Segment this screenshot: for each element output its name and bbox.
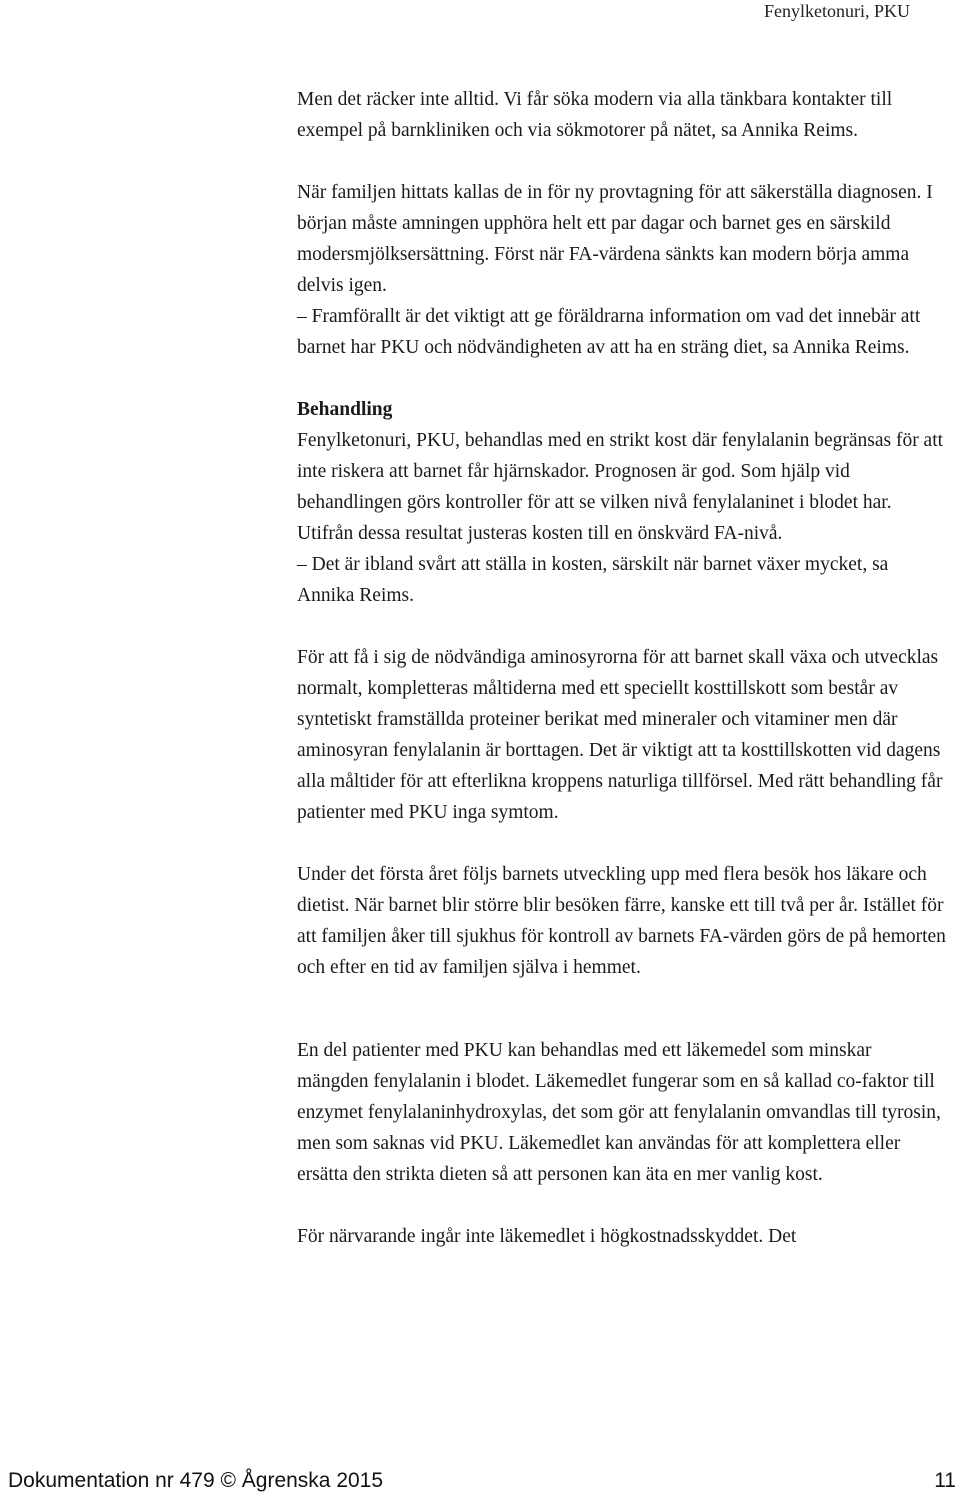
- paragraph-diet-difficulty-quote: – Det är ibland svårt att ställa in kosten, särskilt när barnet växer mycket, sa Annika Reims.: [297, 554, 889, 606]
- page-number: 11: [934, 1469, 956, 1492]
- paragraph-supplements: För att få i sig de nödvändiga aminosyrorna för att barnet skall växa och utvecklas normalt, kompletteras måltiderna med ett speciellt kosttillskott som består av syntetiskt framställda proteiner berikat med mineraler och vitaminer men där aminosyran fenylalanin är borttagen. Det är viktigt att ta kosttillskotten vid dagens alla måltider för att efterlikna kroppens naturliga tillförsel. Med rätt behandling får patienter med PKU inga symtom.: [297, 647, 943, 823]
- paragraph-treatment: Fenylketonuri, PKU, behandlas med en strikt kost där fenylalanin begränsas för att inte riskera att barnet får hjärnskador. Prognosen är god. Som hjälp vid behandlingen görs kontroller för att se vilken nivå fenylalaninet i blodet har. Utifrån dessa resultat justeras kosten till en önskvärd FA-nivå.: [297, 430, 944, 544]
- paragraph-first-year-followup: Under det första året följs barnets utveckling upp med flera besök hos läkare och dietist. När barnet blir större blir besöken färre, kanske ett till två per år. Istället för att familjen åker till sjukhus för kontroll av barnets FA-värden görs de på hemorten och efter en tid av familjen själva i hemmet.: [297, 864, 946, 978]
- footer-publication-info: Dokumentation nr 479 © Ågrenska 2015: [8, 1469, 384, 1492]
- paragraph-parent-information-quote: – Framförallt är det viktigt att ge föräldrarna information om vad det innebär att barnet har PKU och nödvändigheten av att ha en sträng diet, sa Annika Reims.: [297, 306, 921, 358]
- section-heading-behandling: Behandling: [297, 399, 393, 420]
- paragraph-new-sampling: När familjen hittats kallas de in för ny provtagning för att säkerställa diagnosen. I början måste amningen upphöra helt ett par dagar och barnet ges en särskild modersmjölksersättning. Först när FA-värdena sänkts kan modern börja amma delvis igen.: [297, 182, 933, 296]
- article-body: [297, 84, 947, 1252]
- paragraph-medication: En del patienter med PKU kan behandlas med ett läkemedel som minskar mängden fenylalanin i blodet. Läkemedlet fungerar som en så kallad co-faktor till enzymet fenylalaninhydroxylas, det som gör att fenylalanin omvandlas till tyrosin, men som saknas vid PKU. Läkemedlet kan användas för att komplettera eller ersätta den strikta dieten så att personen kan äta en mer vanlig kost.: [297, 1040, 941, 1185]
- paragraph-search-mother: Men det räcker inte alltid. Vi får söka modern via alla tänkbara kontakter till exempel på barnkliniken och via sökmotorer på nätet, sa Annika Reims.: [297, 89, 893, 141]
- running-header: Fenylketonuri, PKU: [764, 1, 910, 21]
- page-footer: [0, 1468, 960, 1498]
- paragraph-cost-coverage: För närvarande ingår inte läkemedlet i högkostnadsskyddet. Det: [297, 1226, 797, 1247]
